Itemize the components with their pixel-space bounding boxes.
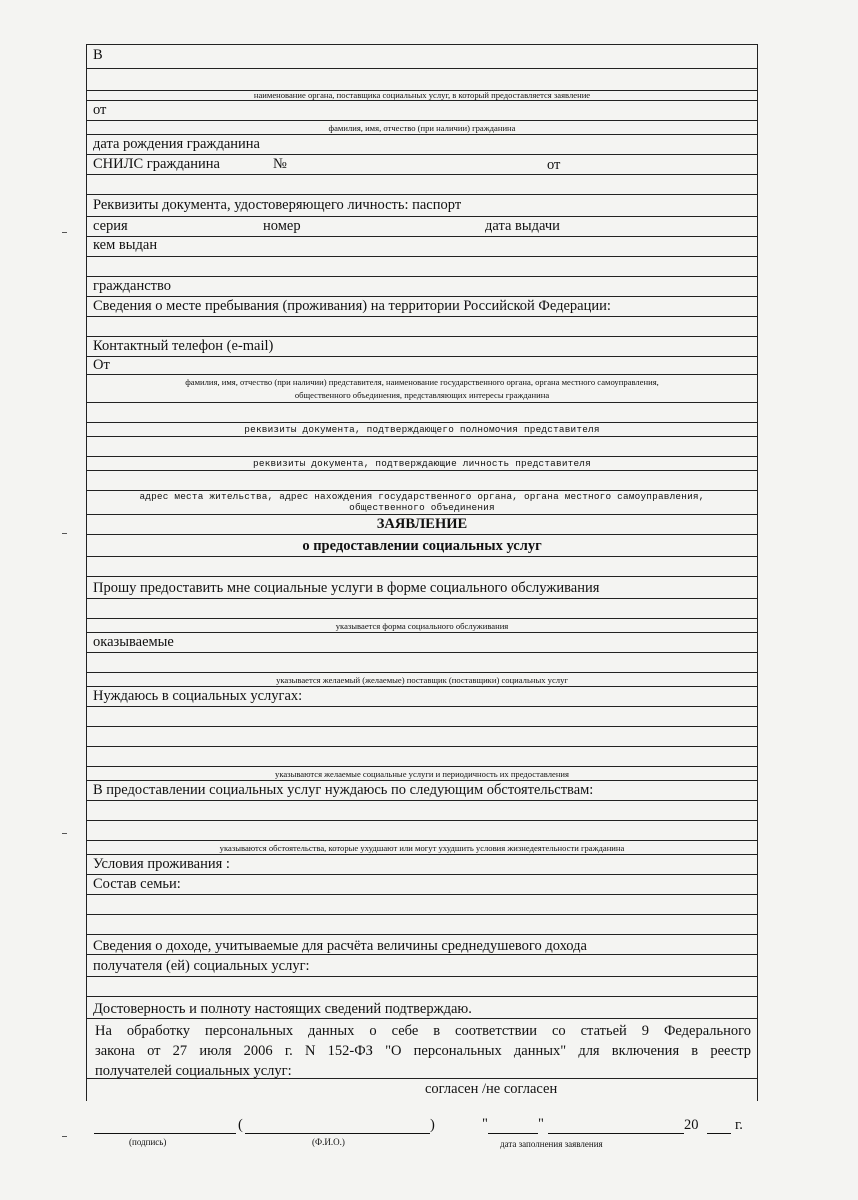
- representative-caption-1: фамилия, имя, отчество (при наличии) представителя, наименование государственного органа, органа местного самоуправления,: [185, 377, 659, 387]
- living-row[interactable]: [87, 855, 757, 875]
- circumstances-row-2[interactable]: [87, 801, 757, 821]
- services-row-1[interactable]: [87, 707, 757, 727]
- day-line[interactable]: [488, 1133, 538, 1134]
- consent-row: [87, 1019, 757, 1079]
- services-caption: указываются желаемые социальные услуги и периодичность их предоставления: [275, 769, 569, 779]
- circumstances-row-3[interactable]: [87, 821, 757, 841]
- margin-mark: [62, 533, 67, 534]
- issue-date-label: дата выдачи: [485, 218, 560, 234]
- recipient-caption: наименование органа, поставщика социальных услуг, в который предоставляется заявление: [253, 90, 591, 100]
- passport-row[interactable]: [87, 217, 757, 237]
- address-caption-row: [87, 491, 757, 515]
- recipient-caption-row: [87, 91, 757, 101]
- snils-label: СНИЛС гражданина: [93, 156, 220, 172]
- provider-caption: указывается желаемый (желаемые) поставщик (поставщики) социальных услуг: [276, 675, 568, 685]
- subtitle-row: [87, 535, 757, 557]
- page-subtitle: о предоставлении социальных услуг: [302, 538, 542, 554]
- provided-label: оказываемые: [93, 634, 174, 650]
- month-line[interactable]: [548, 1133, 684, 1134]
- circumstances-caption: указываются обстоятельства, которые ухудшают или могут ухудшить условия жизнедеятельности гражданина: [219, 843, 625, 853]
- applicant-name-row[interactable]: [87, 101, 757, 121]
- snils-from-label: от: [547, 157, 561, 173]
- name-close-paren: ): [430, 1117, 435, 1133]
- applicant-caption-row: [87, 121, 757, 135]
- citizenship-row[interactable]: [87, 277, 757, 297]
- request-text: Прошу предоставить мне социальные услуги в форме социального обслуживания: [93, 580, 600, 596]
- residence-label: Сведения о месте пребывания (проживания) на территории Российской Федерации:: [93, 298, 611, 314]
- snils-number-label: №: [273, 156, 287, 172]
- authority-caption: реквизиты документа, подтверждающего полномочия представителя: [244, 424, 600, 435]
- rep-identity-caption-row: [87, 457, 757, 471]
- circumstances-row[interactable]: [87, 781, 757, 801]
- to-label: В: [93, 47, 103, 63]
- representative-caption-2: общественного объединения, представляющих интересы гражданина: [294, 390, 550, 400]
- snils-row[interactable]: [87, 155, 757, 175]
- residence-row-2[interactable]: [87, 317, 757, 337]
- name-caption: (Ф.И.О.): [312, 1137, 345, 1147]
- name-open-paren: (: [238, 1117, 243, 1133]
- provider-caption-row: [87, 673, 757, 687]
- year-prefix: 20: [684, 1117, 699, 1133]
- rep-identity-caption: реквизиты документа, подтверждающие личность представителя: [253, 458, 591, 469]
- need-row[interactable]: [87, 687, 757, 707]
- representative-row-4[interactable]: [87, 471, 757, 491]
- income-row-3[interactable]: [87, 977, 757, 997]
- date-quote-open: ": [482, 1116, 488, 1132]
- year-suffix: г.: [735, 1117, 743, 1133]
- income-line-2: получателя (ей) социальных услуг:: [93, 958, 310, 974]
- blank-row[interactable]: [87, 175, 757, 195]
- representative-row[interactable]: [87, 357, 757, 375]
- year-line[interactable]: [707, 1133, 731, 1134]
- address-caption-2: общественного объединения: [349, 502, 495, 513]
- margin-mark: [62, 232, 67, 233]
- income-line-1: Сведения о доходе, учитываемые для расчёта величины среднедушевого дохода: [93, 938, 587, 954]
- request-row: [87, 577, 757, 599]
- signature-line[interactable]: [94, 1133, 236, 1134]
- residence-row[interactable]: [87, 297, 757, 317]
- provider-row[interactable]: [87, 653, 757, 673]
- circumstances-label: В предоставлении социальных услуг нуждаюсь по следующим обстоятельствам:: [93, 782, 594, 798]
- services-row-2[interactable]: [87, 727, 757, 747]
- income-row-1: [87, 935, 757, 955]
- margin-mark: [62, 833, 67, 834]
- page-title: ЗАЯВЛЕНИЕ: [376, 516, 468, 532]
- blank-row-2[interactable]: [87, 557, 757, 577]
- representative-row-2[interactable]: [87, 403, 757, 423]
- from-label: от: [93, 102, 107, 118]
- circumstances-caption-row: [87, 841, 757, 855]
- need-label: Нуждаюсь в социальных услугах:: [93, 688, 303, 704]
- birth-date-label: дата рождения гражданина: [93, 136, 260, 152]
- consent-choice-row[interactable]: [87, 1079, 757, 1101]
- family-row-3[interactable]: [87, 915, 757, 935]
- provided-row[interactable]: [87, 633, 757, 653]
- family-row[interactable]: [87, 875, 757, 895]
- services-row-3[interactable]: [87, 747, 757, 767]
- form-caption: указывается форма социального обслуживания: [335, 621, 509, 631]
- consent-choice[interactable]: согласен /не согласен: [425, 1081, 558, 1097]
- identity-title: Реквизиты документа, удостоверяющего личность: паспорт: [93, 197, 462, 213]
- identity-title-row: [87, 195, 757, 217]
- name-line[interactable]: [245, 1133, 430, 1134]
- form-caption-row: [87, 619, 757, 633]
- recipient-row[interactable]: [87, 45, 757, 69]
- consent-line-1: На обработку персональных данных о себе в соответствии со статьей 9 Федерального: [95, 1023, 751, 1039]
- recipient-row-2[interactable]: [87, 69, 757, 91]
- address-caption-1: адрес места жительства, адрес нахождения государственного органа, органа местного самоуправления,: [139, 491, 705, 502]
- confirm-row: [87, 997, 757, 1019]
- family-row-2[interactable]: [87, 895, 757, 915]
- representative-from-label: От: [93, 357, 110, 373]
- family-label: Состав семьи:: [93, 876, 181, 892]
- representative-row-3[interactable]: [87, 437, 757, 457]
- applicant-caption: фамилия, имя, отчество (при наличии) гражданина: [328, 123, 516, 133]
- margin-mark: [62, 1136, 67, 1137]
- confirm-text: Достоверность и полноту настоящих сведений подтверждаю.: [93, 1001, 472, 1017]
- consent-paragraph: [95, 1021, 751, 1081]
- representative-caption-row: [87, 375, 757, 403]
- citizenship-label: гражданство: [93, 278, 171, 294]
- income-row-2[interactable]: [87, 955, 757, 977]
- phone-row[interactable]: [87, 337, 757, 357]
- number-label: номер: [263, 218, 301, 234]
- form-row[interactable]: [87, 599, 757, 619]
- issued-by-row[interactable]: [87, 237, 757, 257]
- authority-caption-row: [87, 423, 757, 437]
- birth-date-row[interactable]: [87, 135, 757, 155]
- phone-label: Контактный телефон (e-mail): [93, 338, 274, 354]
- signature-caption: (подпись): [129, 1137, 167, 1147]
- issued-by-label: кем выдан: [93, 237, 158, 253]
- issued-by-row-2[interactable]: [87, 257, 757, 277]
- application-form: [86, 44, 758, 1101]
- series-label: серия: [93, 218, 128, 234]
- living-label: Условия проживания :: [93, 856, 230, 872]
- title-row: [87, 515, 757, 535]
- date-caption: дата заполнения заявления: [500, 1139, 603, 1149]
- consent-line-2: закона от 27 июля 2006 г. N 152-ФЗ "О персональных данных" для включения в реестр: [95, 1043, 751, 1059]
- consent-line-3: получателей социальных услуг:: [95, 1063, 292, 1079]
- services-caption-row: [87, 767, 757, 781]
- date-quote-close: ": [538, 1116, 544, 1132]
